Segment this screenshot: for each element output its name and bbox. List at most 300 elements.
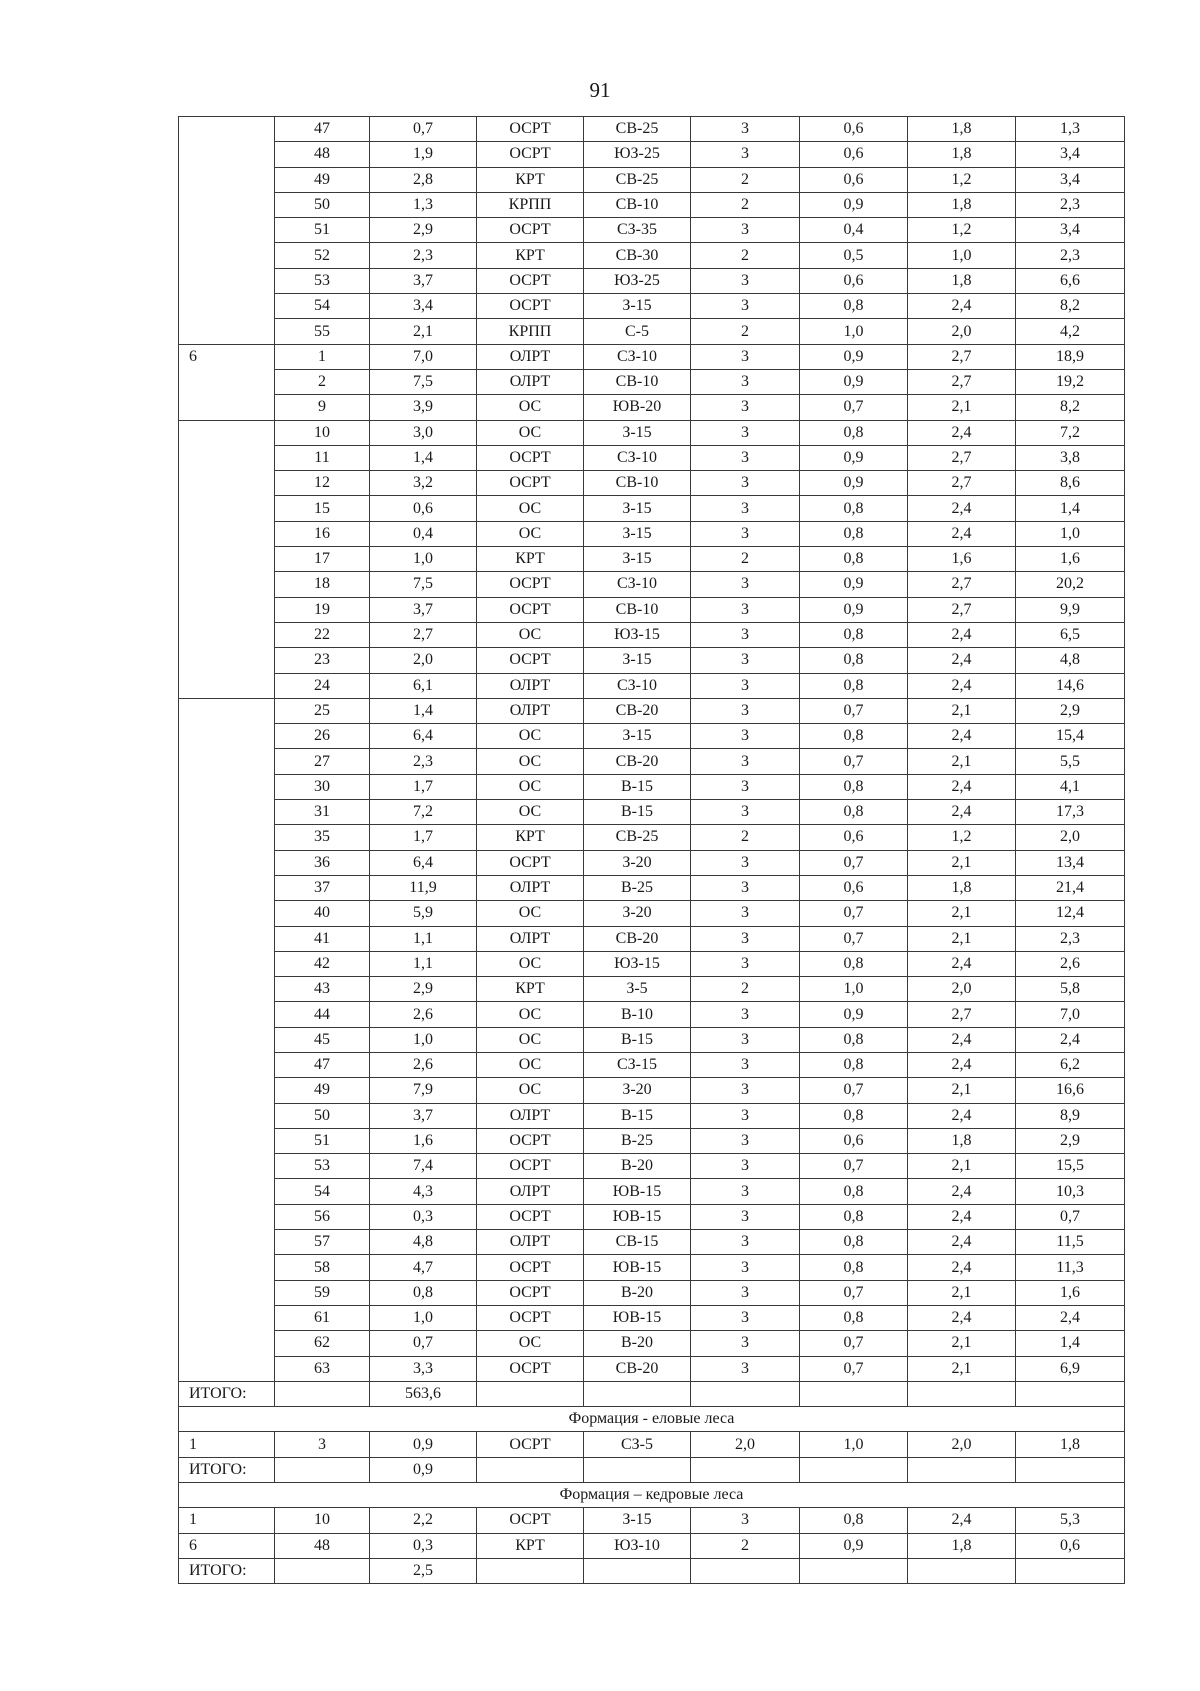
table-cell: КРТ: [477, 547, 584, 572]
table-cell: 3,4: [1016, 167, 1125, 192]
table-row: [179, 1103, 1125, 1128]
table-cell: 0,9: [800, 344, 908, 369]
table-cell: 3: [691, 344, 800, 369]
table-cell: 41: [275, 926, 370, 951]
table-cell: 3: [691, 622, 800, 647]
table-cell: 42: [275, 951, 370, 976]
table-cell: 3: [691, 1078, 800, 1103]
table-cell: 0,5: [800, 243, 908, 268]
table-cell: 2,0: [908, 319, 1016, 344]
table-cell: 2: [691, 825, 800, 850]
table-cell: 1,4: [1016, 1331, 1125, 1356]
table-cell: 2,4: [908, 294, 1016, 319]
table-cell: 24: [275, 673, 370, 698]
table-cell: 2,1: [370, 319, 477, 344]
table-cell: 2,4: [908, 1027, 1016, 1052]
table-cell: [1016, 1558, 1125, 1583]
table-row: [179, 1255, 1125, 1280]
table-cell: 7,5: [370, 369, 477, 394]
group-label-cell: [179, 420, 275, 698]
table-cell: 2,7: [908, 597, 1016, 622]
table-cell: 1,0: [370, 1305, 477, 1330]
table-cell: 2,7: [908, 369, 1016, 394]
table-cell: 0,8: [800, 673, 908, 698]
table-cell: 1,3: [370, 192, 477, 217]
table-cell: 0,8: [800, 420, 908, 445]
group-label-cell: [179, 698, 275, 1381]
table-row: [179, 268, 1125, 293]
table-cell: 2,4: [908, 496, 1016, 521]
table-cell: 3,8: [1016, 445, 1125, 470]
table-cell: В-10: [584, 1002, 691, 1027]
table-cell: 4,3: [370, 1179, 477, 1204]
table-cell: 3,4: [1016, 218, 1125, 243]
table-cell: 0,6: [800, 1128, 908, 1153]
table-cell: ЮЗ-15: [584, 622, 691, 647]
table-cell: 3: [691, 218, 800, 243]
table-cell: 0,6: [800, 825, 908, 850]
table-cell: КРТ: [477, 977, 584, 1002]
table-cell: 4,8: [1016, 648, 1125, 673]
table-row: [179, 319, 1125, 344]
table-cell: 2,3: [1016, 192, 1125, 217]
table-cell: 50: [275, 1103, 370, 1128]
table-cell: ОС: [477, 749, 584, 774]
table-cell: 6,5: [1016, 622, 1125, 647]
table-cell: ОСРТ: [477, 648, 584, 673]
table-cell: 3: [691, 521, 800, 546]
table-cell: 54: [275, 294, 370, 319]
table-cell: 14,6: [1016, 673, 1125, 698]
table-cell: 15,5: [1016, 1154, 1125, 1179]
table-cell: 0,7: [800, 1154, 908, 1179]
table-cell: 0,7: [800, 850, 908, 875]
table-cell: В-15: [584, 1103, 691, 1128]
total-row: [179, 1558, 1125, 1583]
table-cell: 6,2: [1016, 1052, 1125, 1077]
table-cell: 18,9: [1016, 344, 1125, 369]
table-row: [179, 1305, 1125, 1330]
table-cell: 1,1: [370, 926, 477, 951]
table-cell: СВ-25: [584, 117, 691, 142]
table-cell: 6,4: [370, 724, 477, 749]
table-cell: 3: [691, 1027, 800, 1052]
table-cell: 47: [275, 117, 370, 142]
table-cell: 0,8: [800, 496, 908, 521]
table-cell: 3: [691, 850, 800, 875]
table-cell: 1,8: [908, 117, 1016, 142]
table-cell: [908, 1381, 1016, 1406]
table-row: [179, 471, 1125, 496]
table-cell: 0,3: [370, 1204, 477, 1229]
table-row: [179, 142, 1125, 167]
table-cell: 6,4: [370, 850, 477, 875]
table-row: [179, 673, 1125, 698]
table-row: [179, 1356, 1125, 1381]
table-cell: 7,2: [370, 800, 477, 825]
table-cell: 3: [691, 1103, 800, 1128]
table-cell: 0,6: [1016, 1533, 1125, 1558]
table-row: [179, 1128, 1125, 1153]
table-cell: 2,4: [908, 648, 1016, 673]
total-row: [179, 1457, 1125, 1482]
table-cell: 1,4: [1016, 496, 1125, 521]
table-cell: 0,8: [800, 622, 908, 647]
table-cell: 2,4: [908, 1052, 1016, 1077]
table-cell: [691, 1381, 800, 1406]
table-cell: 3: [691, 1128, 800, 1153]
table-cell: 2,0: [691, 1432, 800, 1457]
table-row: [179, 218, 1125, 243]
table-cell: 10: [275, 1508, 370, 1533]
table-cell: 2,7: [908, 1002, 1016, 1027]
table-row: [179, 825, 1125, 850]
table-cell: 19: [275, 597, 370, 622]
table-cell: ЮЗ-15: [584, 951, 691, 976]
table-cell: 2: [275, 369, 370, 394]
table-cell: 3,7: [370, 597, 477, 622]
table-cell: СВ-15: [584, 1230, 691, 1255]
table-cell: 3: [691, 1179, 800, 1204]
table-cell: ОС: [477, 951, 584, 976]
table-cell: СВ-10: [584, 597, 691, 622]
table-cell: 8,2: [1016, 294, 1125, 319]
table-row: [179, 420, 1125, 445]
table-cell: 56: [275, 1204, 370, 1229]
page-number: 91: [589, 78, 611, 102]
table-cell: ОСРТ: [477, 117, 584, 142]
table-cell: 12,4: [1016, 901, 1125, 926]
table-row: [179, 1508, 1125, 1533]
table-cell: 6,9: [1016, 1356, 1125, 1381]
table-cell: СЗ-10: [584, 673, 691, 698]
table-row: [179, 850, 1125, 875]
table-cell: 2,0: [908, 977, 1016, 1002]
table-cell: 0,7: [800, 1078, 908, 1103]
table-cell: 35: [275, 825, 370, 850]
table-cell: [275, 1457, 370, 1482]
table-cell: 23: [275, 648, 370, 673]
table-cell: 0,7: [800, 749, 908, 774]
table-cell: 2,3: [370, 749, 477, 774]
table-cell: 5,8: [1016, 977, 1125, 1002]
table-cell: 3: [691, 875, 800, 900]
table-cell: 6,6: [1016, 268, 1125, 293]
table-cell: В-15: [584, 1027, 691, 1052]
table-cell: 2,1: [908, 926, 1016, 951]
total-value: 563,6: [370, 1381, 477, 1406]
table-cell: 2,9: [370, 218, 477, 243]
table-cell: 13,4: [1016, 850, 1125, 875]
table-row: [179, 724, 1125, 749]
table-cell: 25: [275, 698, 370, 723]
table-cell: 3,2: [370, 471, 477, 496]
table-cell: 1: [179, 1508, 275, 1533]
table-cell: [800, 1457, 908, 1482]
table-cell: 0,8: [800, 1255, 908, 1280]
table-cell: СЗ-10: [584, 445, 691, 470]
table-cell: ОЛРТ: [477, 344, 584, 369]
table-cell: ОСРТ: [477, 572, 584, 597]
table-cell: 2,9: [1016, 698, 1125, 723]
table-cell: СЗ-10: [584, 572, 691, 597]
forest-data-table: [178, 116, 1125, 1584]
table-cell: 0,8: [800, 294, 908, 319]
table-cell: 2,9: [370, 977, 477, 1002]
table-cell: 2,0: [1016, 825, 1125, 850]
table-cell: ОСРТ: [477, 268, 584, 293]
total-value: 0,9: [370, 1457, 477, 1482]
table-cell: 11,3: [1016, 1255, 1125, 1280]
table-cell: ОСРТ: [477, 471, 584, 496]
table-cell: З-15: [584, 1508, 691, 1533]
table-cell: 3: [691, 648, 800, 673]
table-cell: 50: [275, 192, 370, 217]
table-row: [179, 395, 1125, 420]
table-cell: 2,7: [908, 572, 1016, 597]
table-row: [179, 926, 1125, 951]
table-cell: 2,4: [908, 1179, 1016, 1204]
table-cell: 0,4: [370, 521, 477, 546]
table-cell: ОСРТ: [477, 294, 584, 319]
table-cell: 1,6: [370, 1128, 477, 1153]
table-row: [179, 951, 1125, 976]
table-cell: 2,4: [908, 724, 1016, 749]
table-cell: 0,8: [800, 547, 908, 572]
table-cell: [477, 1558, 584, 1583]
table-cell: 21,4: [1016, 875, 1125, 900]
table-cell: 2,7: [908, 344, 1016, 369]
table-cell: 2,4: [908, 673, 1016, 698]
table-cell: 2,7: [908, 445, 1016, 470]
table-cell: 0,6: [800, 117, 908, 142]
table-cell: 1,8: [908, 268, 1016, 293]
table-cell: 2,4: [908, 420, 1016, 445]
table-cell: ЮВ-15: [584, 1305, 691, 1330]
table-cell: 0,8: [800, 521, 908, 546]
table-cell: 3: [691, 117, 800, 142]
table-row: [179, 749, 1125, 774]
table-cell: 2,1: [908, 395, 1016, 420]
table-cell: 2,4: [908, 800, 1016, 825]
table-cell: 3: [691, 420, 800, 445]
table-cell: 2,1: [908, 1078, 1016, 1103]
table-cell: 45: [275, 1027, 370, 1052]
table-row: [179, 294, 1125, 319]
table-cell: 3: [691, 471, 800, 496]
table-cell: 0,4: [800, 218, 908, 243]
table-cell: [691, 1457, 800, 1482]
table-cell: 3: [691, 1356, 800, 1381]
table-cell: ЮВ-20: [584, 395, 691, 420]
table-cell: В-15: [584, 774, 691, 799]
table-cell: 3: [691, 445, 800, 470]
table-row: [179, 1002, 1125, 1027]
table-cell: 3: [691, 597, 800, 622]
table-cell: ОСРТ: [477, 445, 584, 470]
table-cell: 0,8: [800, 1103, 908, 1128]
table-cell: ОЛРТ: [477, 698, 584, 723]
table-cell: 0,7: [800, 901, 908, 926]
table-cell: ОС: [477, 901, 584, 926]
table-cell: 4,1: [1016, 774, 1125, 799]
table-cell: 3: [691, 1154, 800, 1179]
table-cell: 2,4: [908, 1103, 1016, 1128]
table-row: [179, 1533, 1125, 1558]
table-cell: 18: [275, 572, 370, 597]
table-cell: 1,8: [908, 1128, 1016, 1153]
table-cell: 0,8: [800, 1305, 908, 1330]
section-header-row: [179, 1407, 1125, 1432]
table-row: [179, 572, 1125, 597]
table-cell: ОС: [477, 496, 584, 521]
table-cell: [477, 1381, 584, 1406]
table-cell: [1016, 1381, 1125, 1406]
table-cell: 3: [691, 369, 800, 394]
table-cell: 30: [275, 774, 370, 799]
table-cell: 7,2: [1016, 420, 1125, 445]
table-cell: ОС: [477, 1052, 584, 1077]
table-cell: 1,2: [908, 825, 1016, 850]
table-cell: 2,3: [1016, 926, 1125, 951]
table-row: [179, 243, 1125, 268]
table-cell: СВ-20: [584, 749, 691, 774]
table-cell: 2,4: [1016, 1027, 1125, 1052]
table-cell: 0,8: [800, 1230, 908, 1255]
table-cell: КРТ: [477, 825, 584, 850]
table-row: [179, 977, 1125, 1002]
table-cell: 3: [691, 1230, 800, 1255]
group-label-cell: [179, 117, 275, 345]
table-cell: 4,2: [1016, 319, 1125, 344]
table-row: [179, 496, 1125, 521]
table-cell: 0,3: [370, 1533, 477, 1558]
table-cell: В-20: [584, 1280, 691, 1305]
table-cell: 2: [691, 977, 800, 1002]
table-cell: 0,6: [800, 875, 908, 900]
table-cell: ОСРТ: [477, 1432, 584, 1457]
table-cell: 0,7: [800, 1280, 908, 1305]
table-cell: 3: [691, 800, 800, 825]
table-row: [179, 117, 1125, 142]
table-cell: 1,2: [908, 167, 1016, 192]
table-cell: 3: [275, 1432, 370, 1457]
table-cell: 17: [275, 547, 370, 572]
table-row: [179, 1052, 1125, 1077]
group-label-cell: 6: [179, 344, 275, 420]
table-cell: 8,9: [1016, 1103, 1125, 1128]
table-row: [179, 1204, 1125, 1229]
table-cell: 0,9: [800, 369, 908, 394]
table-cell: З-15: [584, 547, 691, 572]
table-cell: 44: [275, 1002, 370, 1027]
table-cell: ОС: [477, 1078, 584, 1103]
table-cell: 1,0: [370, 547, 477, 572]
table-cell: 10: [275, 420, 370, 445]
table-cell: 54: [275, 1179, 370, 1204]
table-cell: 0,9: [800, 192, 908, 217]
table-cell: ОЛРТ: [477, 1179, 584, 1204]
table-cell: ЮЗ-10: [584, 1533, 691, 1558]
table-cell: 2: [691, 547, 800, 572]
table-row: [179, 597, 1125, 622]
table-cell: 7,9: [370, 1078, 477, 1103]
table-cell: 3: [691, 1002, 800, 1027]
table-cell: 31: [275, 800, 370, 825]
table-cell: СВ-10: [584, 369, 691, 394]
table-cell: 0,8: [800, 1204, 908, 1229]
table-cell: [908, 1457, 1016, 1482]
table-row: [179, 1179, 1125, 1204]
table-cell: ЮВ-15: [584, 1179, 691, 1204]
table-row: [179, 445, 1125, 470]
table-cell: ОС: [477, 1331, 584, 1356]
table-cell: 4,7: [370, 1255, 477, 1280]
table-row: [179, 192, 1125, 217]
table-cell: 1,6: [908, 547, 1016, 572]
table-cell: [800, 1558, 908, 1583]
total-row: [179, 1381, 1125, 1406]
table-cell: 11,5: [1016, 1230, 1125, 1255]
table-cell: 58: [275, 1255, 370, 1280]
table-cell: 2,4: [908, 1204, 1016, 1229]
table-cell: 1,4: [370, 445, 477, 470]
table-cell: 16,6: [1016, 1078, 1125, 1103]
table-cell: 47: [275, 1052, 370, 1077]
table-cell: 3: [691, 1204, 800, 1229]
table-cell: 3: [691, 572, 800, 597]
table-cell: З-15: [584, 521, 691, 546]
total-value: 2,5: [370, 1558, 477, 1583]
table-cell: 1,6: [1016, 547, 1125, 572]
table-cell: 0,9: [370, 1432, 477, 1457]
table-cell: 0,8: [800, 1052, 908, 1077]
table-cell: 3: [691, 724, 800, 749]
table-row: [179, 1078, 1125, 1103]
table-cell: 2: [691, 243, 800, 268]
table-row: [179, 648, 1125, 673]
table-cell: 59: [275, 1280, 370, 1305]
table-cell: КРТ: [477, 167, 584, 192]
table-cell: [1016, 1457, 1125, 1482]
table-cell: ОЛРТ: [477, 1230, 584, 1255]
table-cell: 2,7: [908, 471, 1016, 496]
table-cell: 5,9: [370, 901, 477, 926]
table-cell: 0,7: [800, 698, 908, 723]
table-cell: 3: [691, 901, 800, 926]
table-cell: 1,6: [1016, 1280, 1125, 1305]
table-cell: ОСРТ: [477, 1508, 584, 1533]
table-cell: 0,8: [800, 1508, 908, 1533]
table-cell: СЗ-10: [584, 344, 691, 369]
table-cell: 22: [275, 622, 370, 647]
table-cell: ОСРТ: [477, 142, 584, 167]
table-cell: [584, 1558, 691, 1583]
table-cell: ОС: [477, 774, 584, 799]
table-cell: 0,9: [800, 471, 908, 496]
table-cell: З-15: [584, 420, 691, 445]
table-cell: 0,8: [800, 951, 908, 976]
table-cell: ОС: [477, 420, 584, 445]
table-cell: 57: [275, 1230, 370, 1255]
table-cell: 1,1: [370, 951, 477, 976]
table-cell: 51: [275, 218, 370, 243]
table-cell: 8,6: [1016, 471, 1125, 496]
table-cell: 1,8: [908, 192, 1016, 217]
table-cell: 1,0: [800, 1432, 908, 1457]
table-cell: З-20: [584, 1078, 691, 1103]
table-cell: 0,7: [800, 1356, 908, 1381]
